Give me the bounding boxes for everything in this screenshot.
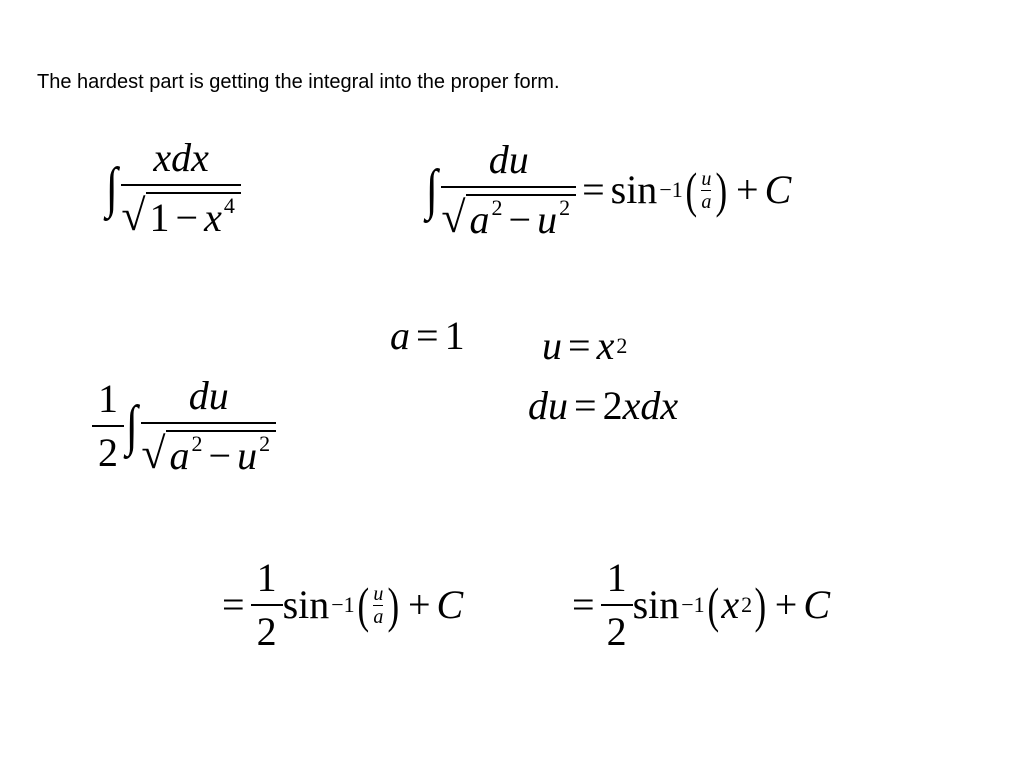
u-over-a-fraction: $\frac{u}{a}$ — [701, 167, 712, 213]
substitution-u: u = x 2 — [542, 323, 628, 368]
integrand-fraction — [121, 135, 240, 240]
rewritten-fraction: du √ $a^2 - u^2$ — [141, 376, 276, 476]
radical-sign: √ — [441, 193, 466, 242]
integrand-numerator: xdx — [153, 135, 209, 180]
u-over-a-fraction: $\frac{u}{a}$ — [373, 582, 384, 628]
integral-sign: ∫ — [125, 395, 138, 457]
formula-numerator: du — [488, 137, 529, 182]
radicand: $a^2 - u^2$ — [466, 194, 577, 240]
integral-sign: ∫ — [425, 159, 438, 221]
result-in-x: = $\frac{1}{2}$ sin −1 ( x 2 ) + C — [572, 555, 830, 654]
square-root: √ $a^2 - u^2$ — [141, 430, 276, 476]
sin-function: sin — [610, 167, 658, 212]
square-root — [441, 194, 576, 240]
arcsine-formula: ∫ du √ $a^2 - u^2$ = sin −1 ( $\frac{u}{a}$ ) + C — [425, 137, 792, 242]
result-in-u: = $\frac{1}{2}$ sin −1 ( $\frac{u}{a}$ ) + C — [222, 555, 464, 654]
substitution-a: a = 1 — [390, 313, 465, 358]
equals-sign: = — [582, 167, 605, 212]
formula-fraction — [441, 137, 576, 242]
integral-sign: ∫ — [105, 157, 118, 219]
constant-c: C — [764, 167, 792, 212]
substitution-du: du = 2 xdx — [528, 383, 679, 428]
coefficient-half: $\frac{1}{2}$ — [251, 558, 283, 652]
square-root — [121, 192, 240, 238]
formula-denominator — [441, 188, 576, 240]
integrand-denominator — [121, 186, 240, 238]
coefficient-half: $\frac{1}{2}$ — [92, 379, 124, 473]
radical-sign: √ — [121, 191, 146, 240]
slide-caption: The hardest part is getting the integral into the proper form. — [37, 71, 560, 93]
coefficient-half: $\frac{1}{2}$ — [601, 558, 633, 652]
rewritten-integral — [92, 373, 276, 478]
original-integral — [104, 135, 241, 240]
radicand: $1 - x^4$ — [146, 192, 241, 238]
